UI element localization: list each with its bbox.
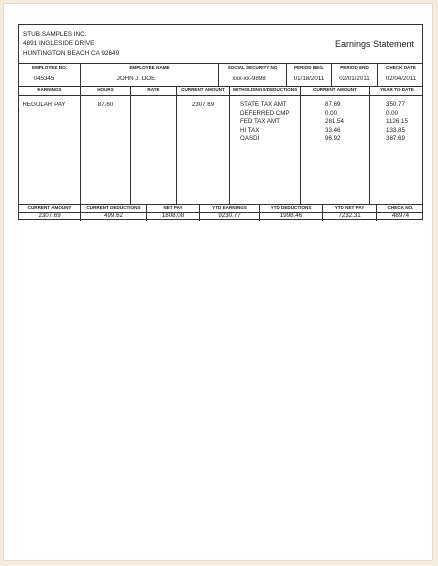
- ssn-value: xxx-xx-9898: [232, 76, 266, 82]
- ytd-earnings-value: 9230.77: [218, 213, 241, 219]
- deduction-ytd: 133.85: [386, 126, 405, 134]
- page: [4, 4, 432, 560]
- divider: [130, 86, 131, 204]
- deduction-name: OASDI: [240, 135, 260, 143]
- company-name: STUB SAMPLES INC.: [23, 31, 87, 38]
- header-current-deductions: CURRENT DEDUCTIONS: [86, 206, 141, 210]
- deduction-current: 96.92: [325, 135, 341, 143]
- divider: [300, 86, 301, 204]
- net-pay-value: 1808.08: [161, 213, 185, 219]
- header-ssn: SOCIAL SECURITY NO: [227, 66, 278, 70]
- header-ytd-net-pay: YTD NET PAY: [334, 206, 365, 210]
- deduction-name: FED TAX AMT: [240, 118, 280, 126]
- header-withholdings: WITHOLDINGS/DEDUCTIONS: [232, 88, 298, 92]
- current-deductions-value: 499.62: [104, 213, 123, 219]
- earnings-type-value: REGULAR PAY: [22, 102, 66, 108]
- statement-title: Earnings Statement: [334, 39, 414, 49]
- deduction-ytd: 350.77: [386, 101, 405, 108]
- divider: [229, 86, 230, 204]
- hours-value: 87.60: [97, 102, 114, 108]
- header-ytd-earnings: YTD EARNINGS: [212, 206, 247, 210]
- header-deduction-current-amount: CURRENT AMOUNT: [313, 88, 357, 92]
- deduction-name: DEFERRED CMP: [240, 109, 290, 117]
- ytd-deductions-value: 1998.46: [279, 213, 303, 219]
- total-current-amount-value: 2307.69: [38, 213, 61, 219]
- company-address-line2: HUNTINGTON BEACH CA 92649: [23, 49, 120, 57]
- deduction-name: STATE TAX AMT: [240, 101, 287, 108]
- employee-name-value: JOHN J. DOE: [116, 76, 156, 82]
- header-hours: HOURS: [97, 88, 114, 92]
- deduction-names: [240, 101, 290, 144]
- deduction-ytd: 1126.15: [386, 118, 408, 126]
- header-check-no: CHECK NO.: [387, 206, 414, 210]
- deduction-current: 281.54: [325, 118, 344, 126]
- employee-no-value: 045345: [33, 76, 55, 82]
- check-date-value: 02/04/2011: [385, 76, 417, 82]
- divider: [369, 86, 370, 204]
- header-rate: RATE: [147, 88, 160, 92]
- period-beg-value: 01/18/2011: [293, 76, 325, 82]
- header-current-amount: CURRENT AMOUNT: [181, 88, 225, 92]
- header-ytd-deductions: YTD DEDUCTIONS: [270, 206, 312, 210]
- header-employee-name: EMPLOYEE NAME: [129, 66, 170, 70]
- deduction-current-amounts: [325, 101, 344, 144]
- header-total-current-amount: CURRENT AMOUNT: [27, 206, 72, 210]
- header-year-to-date: YEAR TO DATE: [380, 88, 414, 92]
- header-net-pay: NET PAY: [163, 206, 183, 210]
- period-end-value: 02/01/2011: [339, 76, 370, 82]
- deduction-current: 87.69: [325, 101, 341, 108]
- earnings-statement-stub: [18, 24, 423, 220]
- check-no-value: 48974: [391, 213, 410, 219]
- header-period-beg: PERIOD BEG.: [293, 66, 325, 70]
- current-amount-value: 2307.69: [191, 102, 215, 108]
- header-period-end: PERIOD END: [340, 66, 369, 70]
- deduction-current: 0.00: [325, 109, 338, 117]
- header-employee-no: EMPLOYEE NO.: [32, 66, 67, 70]
- header-check-date: CHECK DATE: [386, 66, 416, 70]
- company-address-line1: 4891 INGLESIDE DRIVE: [23, 40, 95, 48]
- deduction-ytd-amounts: [386, 101, 408, 144]
- header-earnings: EARNINGS: [37, 88, 62, 92]
- deduction-ytd: 0.00: [386, 109, 399, 117]
- company-block: [23, 30, 119, 58]
- ytd-net-pay-value: 7232.31: [338, 213, 361, 219]
- deduction-current: 33.46: [325, 126, 341, 134]
- deduction-name: HI TAX: [240, 126, 260, 134]
- deduction-ytd: 387.69: [386, 135, 405, 143]
